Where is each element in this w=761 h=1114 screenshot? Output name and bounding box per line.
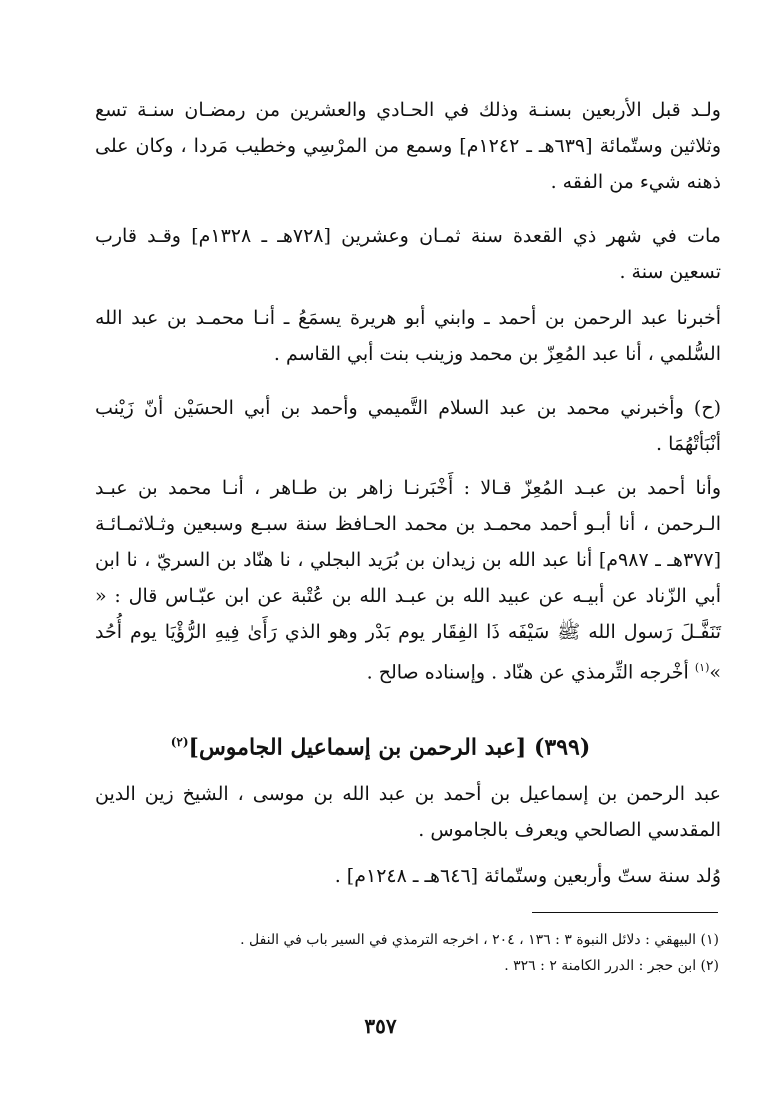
paragraph-isnad-1: أخبرنا عبد الرحمن بن أحمد ـ وابني أبو هريرة يسمَعُ ـ أنـا محمـد بن عبد الله السُّلمي ، أنا عبد المُعِزّ بن محمد وزينب بنت أبي القاسم . (95, 307, 721, 365)
footnote-divider (532, 912, 718, 913)
entry-heading-text: (٣٩٩) [عبد الرحمن بن إسماعيل الجاموس] (188, 734, 591, 761)
footnote-2: (٢) ابن حجر : الدرر الكامنة ٢ : ٣٢٦ . (504, 958, 719, 974)
page-number: ٣٥٧ (364, 1014, 397, 1038)
hadith-text: وأنا أحمد بن عبـد المُعِزّ قـالا : أَخْبَرنـا زاهر بن طـاهر ، أنـا محمد بن عبـد الـرحمن ، أنا أبـو أحمد محمـد بن محمد الحـافظ سنة سبـع وسبعين وثـلاثمـائـة [٣٧٧هـ ـ ٩٨٧م] أنا عبد الله بن زيدان بن بُرَيد البجلي ، نا هنّاد بن السريّ ، نا ابن أبي الزّناد عن أبيـه عن عبيد الله بن عبـد الله بن عُتْبة عن ابن عبّـاس قال : « تَنَفَّـلَ رَسول الله ﷺ سَيْفَه ذَا الفِقَار يوم بَدْر وهو الذي رَأَىٰ فِيهِ الرُّؤْيَا يوم أُحُد » (95, 477, 721, 684)
paragraph-birth: ولـد قبل الأربعين بسنـة وذلك في الحـادي والعشرين من رمضـان سنـة تسع وثلاثين وستّمائة [٦٣٩هـ ـ ١٢٤٢م] وسمع من المرْسِي وخطيب مَردا ، وكان على ذهنه شيء من الفقه . (95, 99, 721, 193)
entry-heading (60, 722, 701, 767)
footnote-ref-2: (٢) (170, 735, 189, 749)
hadith-tail: أخْرجه التِّرمذي عن هنّاد . وإسناده صالح . (366, 661, 695, 684)
footnote-ref-1: (١) (694, 661, 710, 674)
paragraph-death: مات في شهر ذي القعدة سنة ثمـان وعشرين [٧٢٨هـ ـ ١٣٢٨م] وقـد قارب تسعين سنة . (95, 225, 721, 283)
paragraph-entry-name: عبد الرحمن بن إسماعيل بن أحمد بن عبد الله بن موسى ، الشيخ زين الدين المقدسي الصالحي ويعرف بالجاموس . (95, 783, 721, 841)
paragraph-hadith (95, 470, 721, 690)
footnote-1: (١) البيهقي : دلائل النبوة ٣ : ١٣٦ ، ٢٠٤ ، اخرجه الترمذي في السير باب في النفل . (240, 932, 719, 948)
paragraph-entry-birth: وُلد سنة ستّ وأربعين وستّمائة [٦٤٦هـ ـ ١٢٤٨م] . (334, 865, 721, 887)
paragraph-isnad-2: (ح) وأخبرني محمد بن عبد السلام التَّميمي وأحمد بن أبي الحسَيْن أنّ زَيْنب أنْبَأتْهُمَا . (95, 397, 721, 455)
